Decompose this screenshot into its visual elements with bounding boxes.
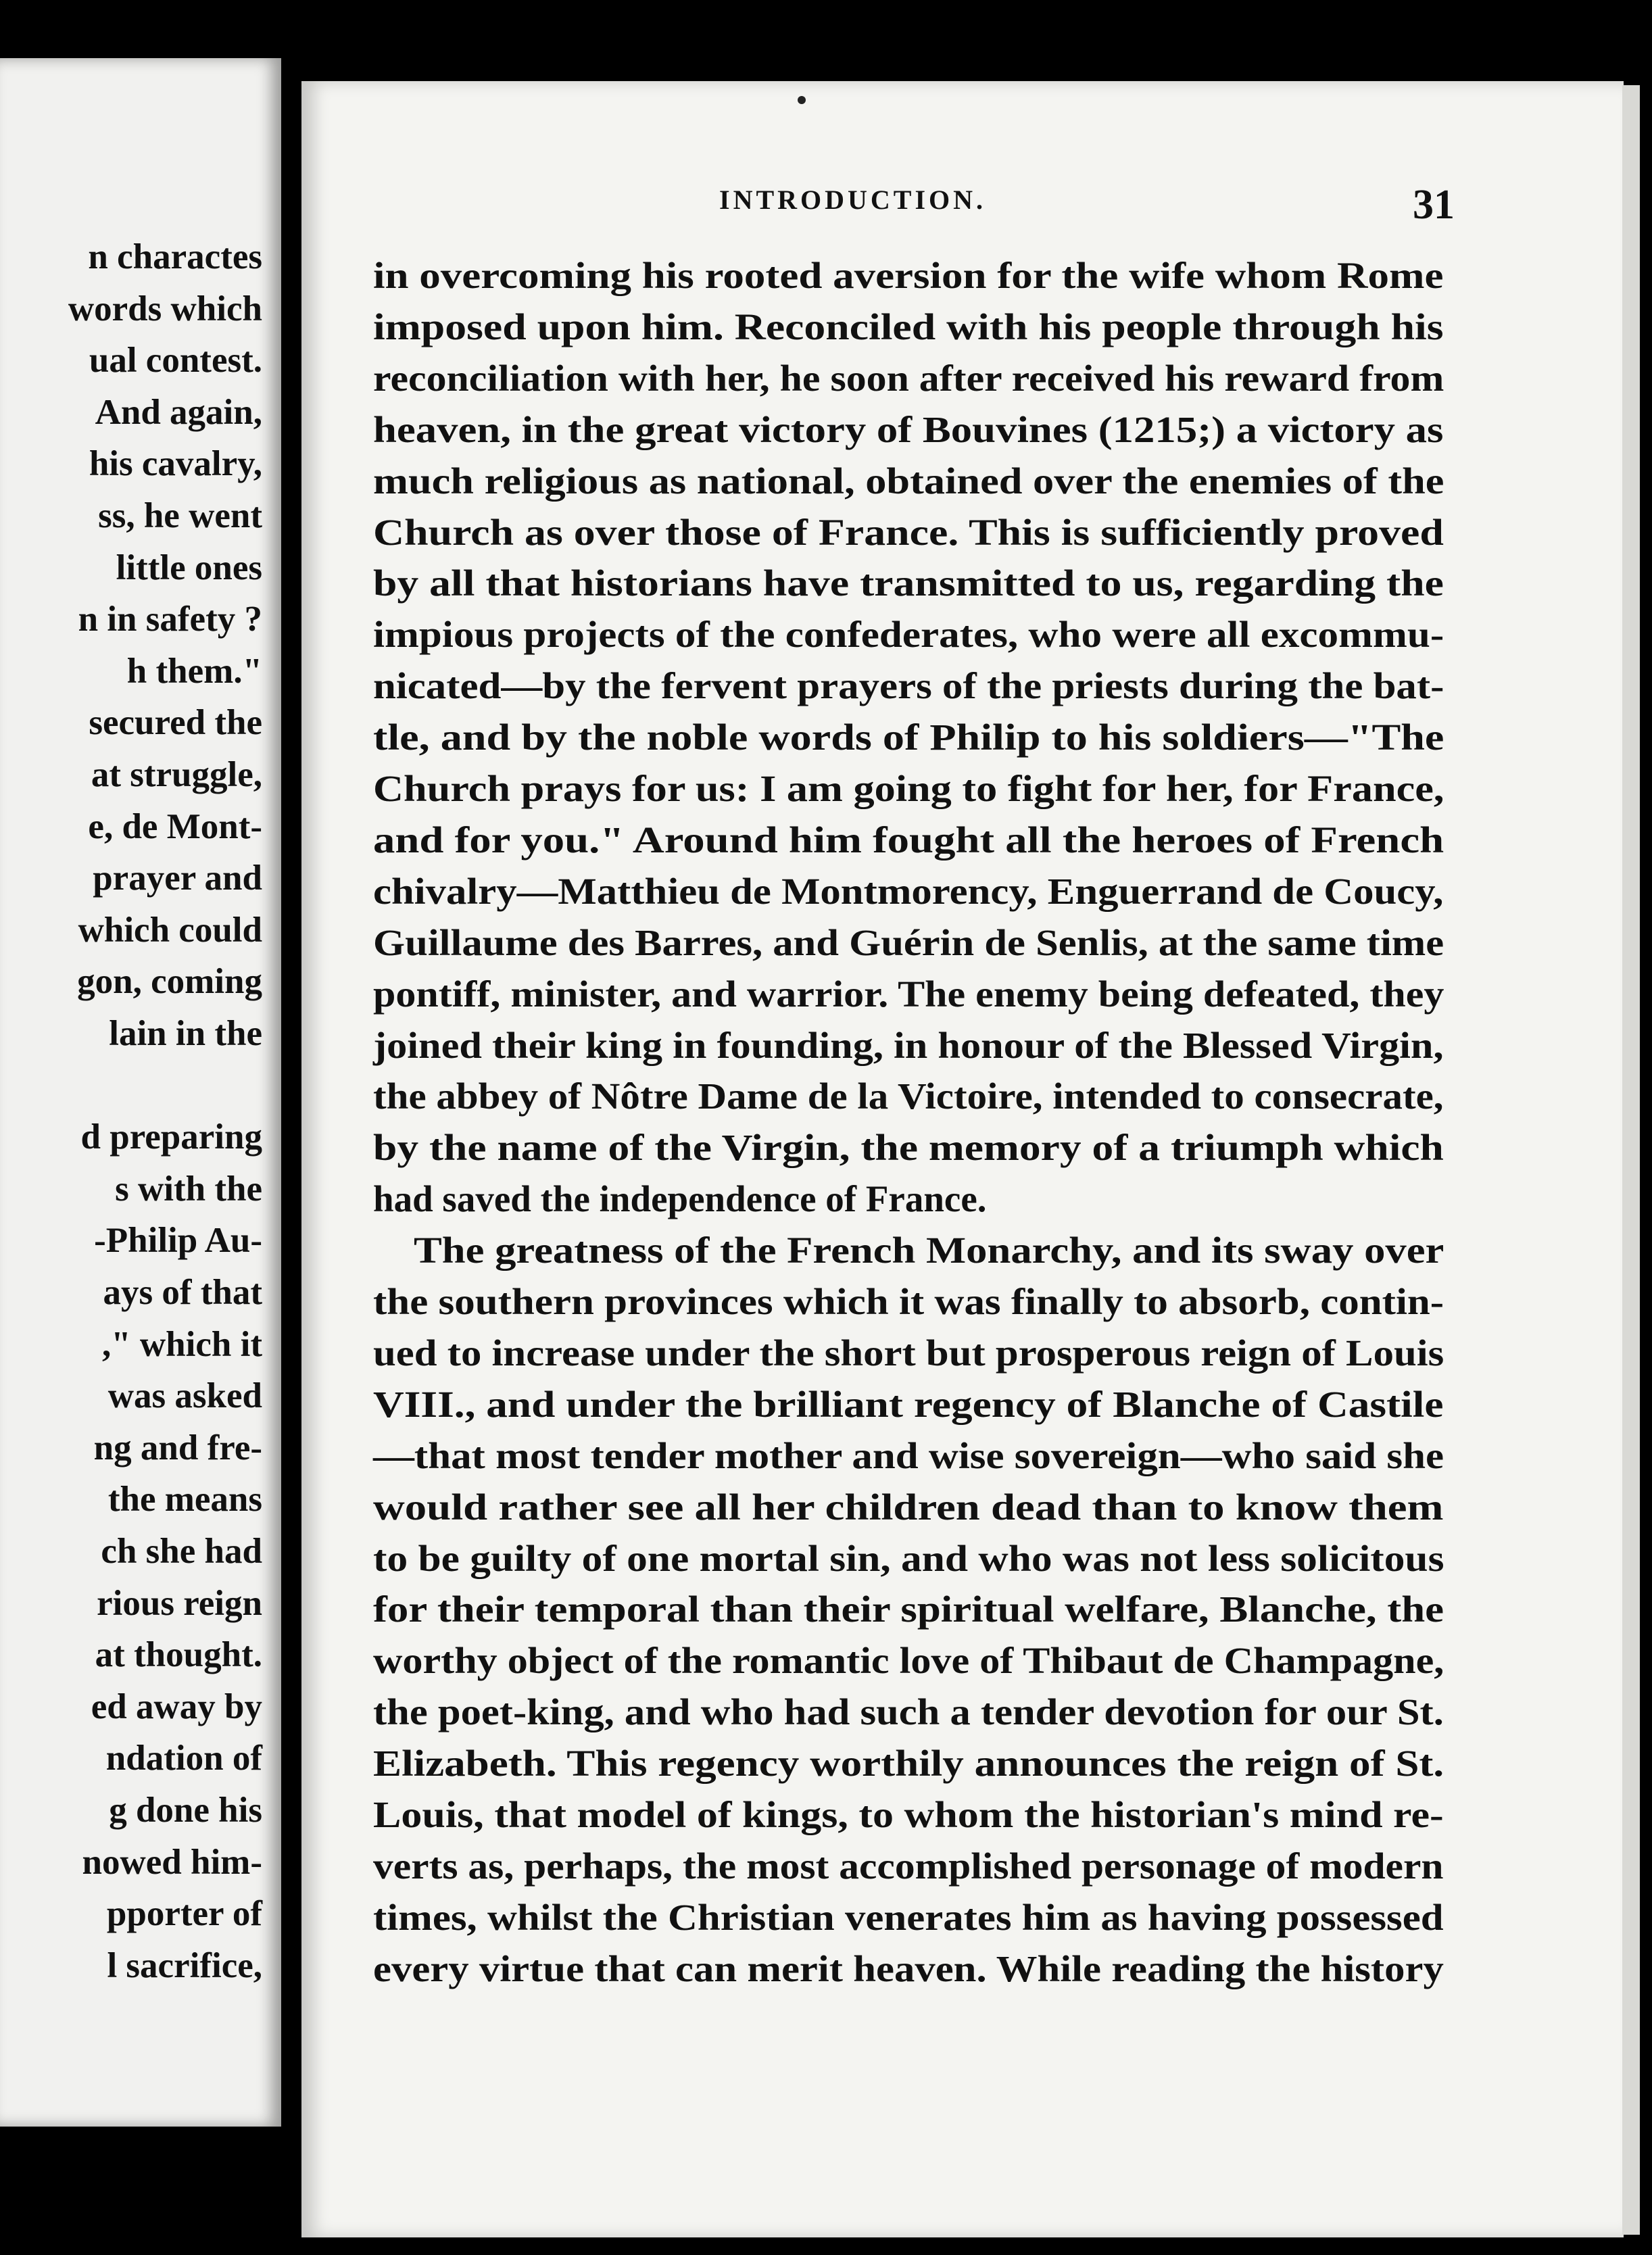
- left-page-line: pporter of: [106, 1894, 262, 1934]
- text-line: nicated—by the fervent prayers of the priests during the bat-: [373, 665, 1444, 707]
- left-page-line: words which: [68, 289, 262, 329]
- text-line: tle, and by the noble words of Philip to his soldiers—"The: [373, 717, 1444, 758]
- left-page-line: prayer and: [93, 858, 262, 898]
- text-line: would rather see all her children dead than to know them: [373, 1486, 1444, 1528]
- text-line: Church as over those of France. This is sufficiently proved: [373, 511, 1444, 553]
- left-page-line: n charactes: [88, 237, 262, 276]
- text-line: Elizabeth. This regency worthily announces the reign of St.: [373, 1743, 1444, 1785]
- left-page-line: ual contest.: [89, 341, 262, 381]
- text-line: heaven, in the great victory of Bouvines (1215;) a victory as: [373, 408, 1444, 450]
- text-line: by the name of the Virgin, the memory of a triumph which: [373, 1127, 1444, 1169]
- left-page-line: at struggle,: [91, 755, 262, 794]
- left-page-line: n in safety ?: [78, 600, 262, 639]
- text-line: to be guilty of one mortal sin, and who was not less solicitous: [373, 1537, 1444, 1579]
- text-line: worthy object of the romantic love of Thibaut de Champagne,: [373, 1640, 1444, 1682]
- left-page-line: ch she had: [101, 1532, 262, 1571]
- text-line: Louis, that model of kings, to whom the historian's mind re-: [373, 1794, 1444, 1835]
- text-line: every virtue that can merit heaven. While reading the history: [373, 1947, 1444, 1989]
- text-line: ued to increase under the short but prosperous reign of Louis: [373, 1332, 1444, 1374]
- left-page-line: e, de Mont-: [88, 806, 262, 846]
- left-page-line: lain in the: [109, 1014, 262, 1053]
- text-line: for their temporal than their spiritual welfare, Blanche, the: [373, 1589, 1444, 1630]
- left-page-line: h them.": [126, 651, 262, 691]
- left-page-line: nowed him-: [82, 1842, 262, 1882]
- left-page-line: his cavalry,: [89, 444, 262, 484]
- text-line: the southern provinces which it was finally to absorb, contin-: [373, 1281, 1444, 1322]
- text-line: reconciliation with her, he soon after received his reward from: [373, 357, 1444, 399]
- paragraph-first-line: The greatness of the French Monarchy, and its sway over: [414, 1230, 1444, 1271]
- text-line: VIII., and under the brilliant regency of Blanche of Castile: [373, 1383, 1444, 1425]
- text-line: Church prays for us: I am going to fight for her, for France,: [373, 768, 1444, 809]
- text-line: verts as, perhaps, the most accomplished personage of modern: [373, 1845, 1444, 1887]
- left-page-line: ed away by: [91, 1687, 262, 1726]
- left-page-line: which could: [78, 910, 262, 950]
- left-page-line: ," which it: [101, 1324, 262, 1364]
- left-page-line: -Philip Au-: [94, 1221, 262, 1261]
- left-page: [0, 58, 281, 2127]
- left-page-line: g done his: [109, 1791, 262, 1830]
- text-line: joined their king in founding, in honour of the Blessed Virgin,: [373, 1024, 1444, 1066]
- left-page-line: gon, coming: [77, 962, 262, 1002]
- running-header: INTRODUCTION.: [719, 185, 987, 215]
- text-line: pontiff, minister, and warrior. The enemy being defeated, they: [373, 973, 1444, 1015]
- left-page-line: And again,: [95, 392, 262, 432]
- text-line: and for you." Around him fought all the heroes of French: [373, 819, 1444, 860]
- text-line: imposed upon him. Reconciled with his people through his: [373, 306, 1444, 347]
- text-line: impious projects of the confederates, who were all excommu-: [373, 614, 1444, 656]
- left-page-line: secured the: [89, 703, 262, 743]
- text-line: times, whilst the Christian venerates him as having possessed: [373, 1896, 1444, 1938]
- left-page-line: was asked: [107, 1376, 262, 1416]
- text-line: chivalry—Matthieu de Montmorency, Enguerrand de Coucy,: [373, 870, 1444, 912]
- text-line: the poet-king, and who had such a tender devotion for our St.: [373, 1691, 1444, 1733]
- text-line: in overcoming his rooted aversion for the wife whom Rome: [373, 255, 1444, 296]
- left-page-line: the means: [107, 1480, 262, 1520]
- left-page-line: at thought.: [95, 1635, 262, 1675]
- left-page-line: s with the: [115, 1169, 262, 1209]
- left-page-line: rious reign: [97, 1583, 262, 1623]
- left-page-line: ss, he went: [98, 496, 262, 535]
- left-page-line: little ones: [116, 548, 262, 587]
- print-speck: [798, 96, 806, 104]
- page-number: 31: [1413, 182, 1455, 228]
- text-line: much religious as national, obtained over the enemies of the: [373, 460, 1444, 502]
- left-page-line: ng and fre-: [93, 1428, 262, 1468]
- left-page-line: ays of that: [103, 1273, 262, 1312]
- left-page-line: l sacrifice,: [107, 1945, 262, 1985]
- left-page-line: d preparing: [80, 1117, 262, 1157]
- text-line: Guillaume des Barres, and Guérin de Senlis, at the same time: [373, 921, 1444, 963]
- text-line: —that most tender mother and wise sovereign—who said she: [373, 1434, 1444, 1476]
- left-page-line: ndation of: [105, 1739, 262, 1778]
- text-line: by all that historians have transmitted to us, regarding the: [373, 562, 1444, 604]
- page-edge: [1622, 85, 1640, 2235]
- text-line: the abbey of Nôtre Dame de la Victoire, intended to consecrate,: [373, 1075, 1444, 1117]
- text-line: had saved the independence of France.: [373, 1178, 987, 1220]
